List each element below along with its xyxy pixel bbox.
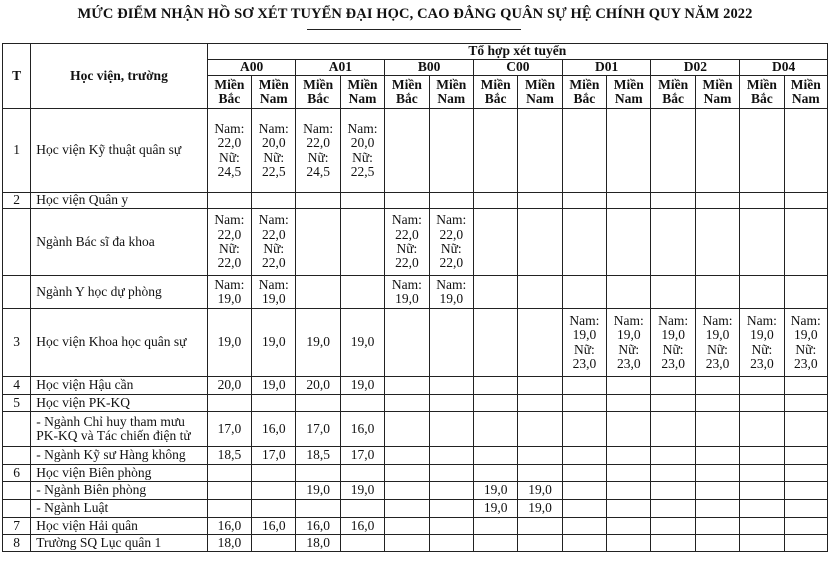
score-cell — [518, 193, 562, 209]
score-cell — [651, 535, 695, 552]
score-cell — [429, 377, 473, 395]
score-cell — [429, 535, 473, 552]
score-cell: 17,0 — [252, 447, 296, 465]
row-stt — [3, 447, 31, 465]
score-cell — [385, 518, 429, 535]
score-cell — [340, 276, 384, 309]
header-region-north: Miền Bắc — [296, 76, 340, 109]
score-cell — [518, 465, 562, 482]
score-cell: 17,0 — [340, 447, 384, 465]
score-cell — [651, 412, 695, 447]
score-cell — [385, 109, 429, 193]
score-cell — [784, 193, 827, 209]
score-cell: 16,0 — [207, 518, 251, 535]
score-cell — [385, 500, 429, 518]
score-cell — [473, 109, 517, 193]
score-cell: 16,0 — [340, 518, 384, 535]
score-cell — [740, 395, 784, 412]
score-cell — [518, 535, 562, 552]
score-cell: 19,0 — [473, 500, 517, 518]
score-cell: Nam: 20,0 Nữ: 22,5 — [252, 109, 296, 193]
score-cell — [473, 518, 517, 535]
row-stt — [3, 500, 31, 518]
row-stt — [3, 209, 31, 276]
row-stt: 5 — [3, 395, 31, 412]
header-region-south: Miền Nam — [784, 76, 827, 109]
score-cell — [429, 395, 473, 412]
score-cell — [784, 447, 827, 465]
score-cell — [429, 465, 473, 482]
score-cell — [740, 465, 784, 482]
score-cell — [784, 377, 827, 395]
header-combo-d04: D04 — [740, 60, 828, 76]
score-cell: 16,0 — [252, 412, 296, 447]
header-region-north: Miền Bắc — [562, 76, 606, 109]
header-school: Học viện, trường — [31, 44, 207, 109]
score-cell: Nam: 19,0 Nữ: 23,0 — [607, 309, 651, 377]
score-cell — [740, 518, 784, 535]
score-cell: 16,0 — [340, 412, 384, 447]
score-cell — [784, 535, 827, 552]
score-cell — [429, 193, 473, 209]
table-row — [3, 412, 828, 447]
score-cell — [385, 447, 429, 465]
table-row — [3, 465, 828, 482]
page-title: MỨC ĐIỂM NHẬN HỒ SƠ XÉT TUYỂN ĐẠI HỌC, CAO ĐẲNG QUÂN SỰ HỆ CHÍNH QUY NĂM 2022 — [77, 6, 753, 22]
score-cell: 19,0 — [296, 309, 340, 377]
score-cell — [740, 500, 784, 518]
score-cell — [562, 447, 606, 465]
row-school-name: Học viện Quân y — [31, 193, 207, 209]
score-cell — [651, 109, 695, 193]
score-cell — [296, 395, 340, 412]
header-combo-d02: D02 — [651, 60, 740, 76]
score-cell — [518, 395, 562, 412]
score-cell — [607, 395, 651, 412]
row-school-name: - Ngành Biên phòng — [31, 482, 207, 500]
score-cell — [473, 412, 517, 447]
table-row — [3, 482, 828, 500]
score-cell — [607, 500, 651, 518]
score-cell — [695, 109, 739, 193]
row-stt: 3 — [3, 309, 31, 377]
score-cell — [473, 377, 517, 395]
score-cell — [607, 109, 651, 193]
table-row — [3, 209, 828, 276]
score-cell — [740, 276, 784, 309]
score-cell — [740, 377, 784, 395]
row-school-name: - Ngành Luật — [31, 500, 207, 518]
score-cell — [651, 500, 695, 518]
score-cell — [784, 109, 827, 193]
score-cell — [562, 518, 606, 535]
score-cell: Nam: 19,0 Nữ: 23,0 — [651, 309, 695, 377]
row-stt: 6 — [3, 465, 31, 482]
row-school-name: Ngành Bác sĩ đa khoa — [31, 209, 207, 276]
table-row — [3, 109, 828, 193]
score-cell: 19,0 — [340, 482, 384, 500]
row-school-name: Ngành Y học dự phòng — [31, 276, 207, 309]
table-row — [3, 500, 828, 518]
score-cell — [695, 535, 739, 552]
score-cell — [740, 535, 784, 552]
score-cell: 19,0 — [252, 309, 296, 377]
score-cell — [607, 535, 651, 552]
score-cell — [473, 209, 517, 276]
table-body — [3, 109, 828, 552]
score-cell — [385, 395, 429, 412]
row-school-name: Học viện Biên phòng — [31, 465, 207, 482]
table-row — [3, 193, 828, 209]
score-cell — [340, 209, 384, 276]
score-cell — [784, 395, 827, 412]
header-combo-a01: A01 — [296, 60, 385, 76]
row-school-name: Học viện PK-KQ — [31, 395, 207, 412]
score-cell — [473, 309, 517, 377]
row-stt: 1 — [3, 109, 31, 193]
score-cell — [207, 465, 251, 482]
score-cell — [784, 465, 827, 482]
row-school-name: - Ngành Kỹ sư Hàng không — [31, 447, 207, 465]
score-cell — [518, 447, 562, 465]
score-cell — [695, 482, 739, 500]
score-cell: 16,0 — [252, 518, 296, 535]
score-table — [2, 43, 828, 552]
score-cell — [562, 535, 606, 552]
header-region-north: Miền Bắc — [207, 76, 251, 109]
score-cell: Nam: 19,0 — [252, 276, 296, 309]
score-cell: 19,0 — [340, 377, 384, 395]
score-cell — [207, 500, 251, 518]
score-cell — [651, 465, 695, 482]
header-region-north: Miền Bắc — [473, 76, 517, 109]
score-cell: 20,0 — [207, 377, 251, 395]
score-cell — [695, 447, 739, 465]
score-cell — [252, 535, 296, 552]
table-row — [3, 395, 828, 412]
score-cell — [562, 395, 606, 412]
header-combo-a00: A00 — [207, 60, 296, 76]
table-row — [3, 276, 828, 309]
score-cell — [651, 276, 695, 309]
score-cell — [518, 276, 562, 309]
score-cell — [651, 209, 695, 276]
score-cell — [562, 500, 606, 518]
score-cell — [340, 465, 384, 482]
score-cell: Nam: 22,0 Nữ: 24,5 — [207, 109, 251, 193]
score-cell — [740, 482, 784, 500]
row-school-name: - Ngành Chỉ huy tham mưu PK-KQ và Tác chiến điện tử — [31, 412, 207, 447]
row-school-name: Học viện Hải quân — [31, 518, 207, 535]
score-cell: 19,0 — [296, 482, 340, 500]
score-cell: 18,5 — [207, 447, 251, 465]
score-cell: Nam: 19,0 Nữ: 23,0 — [695, 309, 739, 377]
score-cell: Nam: 19,0 Nữ: 23,0 — [740, 309, 784, 377]
row-stt — [3, 276, 31, 309]
header-region-north: Miền Bắc — [385, 76, 429, 109]
score-cell — [252, 395, 296, 412]
score-cell — [695, 412, 739, 447]
score-cell — [429, 309, 473, 377]
score-cell — [385, 465, 429, 482]
score-cell — [473, 193, 517, 209]
row-stt: 7 — [3, 518, 31, 535]
score-cell: 18,0 — [296, 535, 340, 552]
score-cell — [429, 109, 473, 193]
score-cell — [695, 500, 739, 518]
score-cell: Nam: 19,0 — [429, 276, 473, 309]
score-cell — [695, 276, 739, 309]
score-cell: 16,0 — [296, 518, 340, 535]
header-combo-b00: B00 — [385, 60, 474, 76]
row-stt — [3, 482, 31, 500]
score-cell — [562, 412, 606, 447]
header-region-south: Miền Nam — [429, 76, 473, 109]
score-cell — [207, 482, 251, 500]
score-cell — [473, 395, 517, 412]
score-cell — [296, 276, 340, 309]
score-cell — [651, 377, 695, 395]
header-stt: T — [3, 44, 31, 109]
header-region-north: Miền Bắc — [651, 76, 695, 109]
score-cell — [695, 395, 739, 412]
header-combo-c00: C00 — [473, 60, 562, 76]
header-region-south: Miền Nam — [695, 76, 739, 109]
score-cell: Nam: 19,0 Nữ: 23,0 — [784, 309, 827, 377]
score-cell — [518, 377, 562, 395]
score-cell — [651, 447, 695, 465]
score-cell — [784, 412, 827, 447]
score-cell — [607, 465, 651, 482]
score-cell — [740, 109, 784, 193]
score-cell — [784, 209, 827, 276]
score-cell — [607, 209, 651, 276]
score-cell — [651, 395, 695, 412]
score-cell — [784, 500, 827, 518]
score-cell — [340, 193, 384, 209]
header-region-north: Miền Bắc — [740, 76, 784, 109]
score-cell — [784, 482, 827, 500]
score-cell — [385, 193, 429, 209]
score-cell — [207, 395, 251, 412]
table-row — [3, 377, 828, 395]
score-cell — [740, 447, 784, 465]
score-cell: Nam: 22,0 Nữ: 22,0 — [252, 209, 296, 276]
score-cell — [562, 377, 606, 395]
row-stt: 8 — [3, 535, 31, 552]
score-cell — [385, 309, 429, 377]
score-cell — [473, 465, 517, 482]
score-cell — [562, 465, 606, 482]
row-school-name: Học viện Khoa học quân sự — [31, 309, 207, 377]
score-cell — [651, 518, 695, 535]
score-cell: Nam: 22,0 Nữ: 22,0 — [207, 209, 251, 276]
score-cell — [784, 518, 827, 535]
score-cell: Nam: 19,0 Nữ: 23,0 — [562, 309, 606, 377]
score-cell — [518, 109, 562, 193]
score-cell — [252, 500, 296, 518]
score-cell: Nam: 20,0 Nữ: 22,5 — [340, 109, 384, 193]
score-cell — [429, 412, 473, 447]
score-cell — [607, 518, 651, 535]
score-cell — [518, 518, 562, 535]
row-stt: 2 — [3, 193, 31, 209]
header-group: Tổ hợp xét tuyển — [207, 44, 827, 60]
score-cell — [562, 109, 606, 193]
score-cell — [429, 518, 473, 535]
score-cell — [296, 209, 340, 276]
header-region-south: Miền Nam — [340, 76, 384, 109]
score-cell — [385, 412, 429, 447]
header-combo-d01: D01 — [562, 60, 651, 76]
score-cell — [695, 518, 739, 535]
row-stt: 4 — [3, 377, 31, 395]
score-cell — [518, 209, 562, 276]
score-cell: 19,0 — [340, 309, 384, 377]
score-cell: 18,0 — [207, 535, 251, 552]
score-cell — [562, 209, 606, 276]
score-cell — [695, 193, 739, 209]
table-row — [3, 447, 828, 465]
score-cell: Nam: 19,0 — [385, 276, 429, 309]
score-cell — [607, 412, 651, 447]
score-cell — [651, 193, 695, 209]
score-cell — [562, 193, 606, 209]
score-cell — [252, 193, 296, 209]
score-cell — [473, 535, 517, 552]
score-cell — [518, 309, 562, 377]
score-cell — [607, 447, 651, 465]
score-cell — [740, 209, 784, 276]
score-cell — [429, 482, 473, 500]
score-cell — [207, 193, 251, 209]
score-cell: 19,0 — [518, 482, 562, 500]
score-cell — [695, 377, 739, 395]
score-cell — [252, 465, 296, 482]
score-cell — [473, 447, 517, 465]
score-cell — [473, 276, 517, 309]
score-cell — [695, 465, 739, 482]
score-cell — [607, 482, 651, 500]
score-cell — [385, 482, 429, 500]
score-cell: Nam: 22,0 Nữ: 22,0 — [429, 209, 473, 276]
row-school-name: Học viện Kỹ thuật quân sự — [31, 109, 207, 193]
header-region-south: Miền Nam — [252, 76, 296, 109]
score-cell: 19,0 — [252, 377, 296, 395]
score-cell — [562, 482, 606, 500]
score-cell — [340, 535, 384, 552]
score-cell — [518, 412, 562, 447]
score-cell — [784, 276, 827, 309]
header-region-south: Miền Nam — [518, 76, 562, 109]
table-row — [3, 309, 828, 377]
table-row — [3, 535, 828, 552]
score-cell — [340, 500, 384, 518]
header-row-group — [3, 44, 828, 60]
score-cell: Nam: 19,0 — [207, 276, 251, 309]
row-stt — [3, 412, 31, 447]
score-cell — [740, 193, 784, 209]
score-cell: Nam: 22,0 Nữ: 24,5 — [296, 109, 340, 193]
header-region-south: Miền Nam — [607, 76, 651, 109]
score-cell: 19,0 — [518, 500, 562, 518]
row-school-name: Trường SQ Lục quân 1 — [31, 535, 207, 552]
score-cell: 19,0 — [473, 482, 517, 500]
score-cell — [340, 395, 384, 412]
score-cell — [429, 500, 473, 518]
score-cell — [429, 447, 473, 465]
score-cell — [385, 377, 429, 395]
score-cell — [607, 193, 651, 209]
score-cell — [607, 276, 651, 309]
score-cell — [385, 535, 429, 552]
row-school-name: Học viện Hậu cần — [31, 377, 207, 395]
score-cell — [740, 412, 784, 447]
score-cell: 17,0 — [207, 412, 251, 447]
table-row — [3, 518, 828, 535]
score-cell: 18,5 — [296, 447, 340, 465]
score-cell — [562, 276, 606, 309]
score-cell: Nam: 22,0 Nữ: 22,0 — [385, 209, 429, 276]
score-cell — [296, 193, 340, 209]
score-cell: 20,0 — [296, 377, 340, 395]
score-cell — [651, 482, 695, 500]
score-cell: 19,0 — [207, 309, 251, 377]
title-underline — [307, 29, 521, 30]
score-cell — [607, 377, 651, 395]
score-cell — [296, 465, 340, 482]
score-cell — [296, 500, 340, 518]
score-cell — [695, 209, 739, 276]
score-cell — [252, 482, 296, 500]
score-cell: 17,0 — [296, 412, 340, 447]
